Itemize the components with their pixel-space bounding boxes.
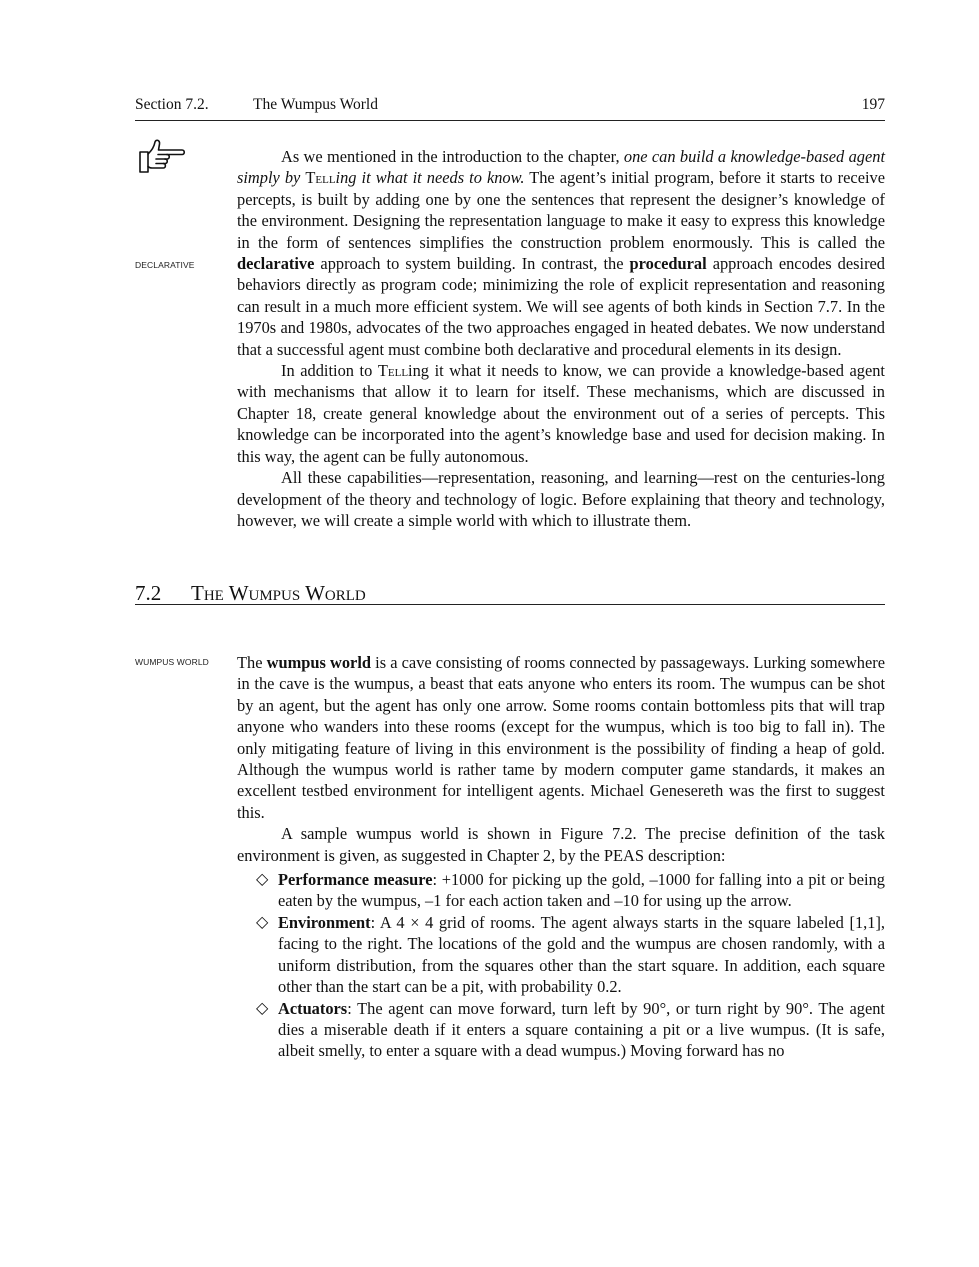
intro-text xyxy=(237,146,885,531)
margin-note-wumpus-world: WUMPUS WORLD xyxy=(135,657,209,667)
peas-list xyxy=(237,869,885,1062)
wumpus-paragraph-1: The wumpus world is a cave consisting of rooms connected by passageways. Lurking somewhere in the cave is the wumpus, a beast that eats anyone who enters its room. The wumpus can be shot by an agent, but the agent has only one arrow. Some rooms contain bottomless pits that will trap anyone who wanders into these rooms (except for the wumpus, which is too big to fall in). The only mitigating feature of living in this environment is the possibility of finding a heap of gold. Although the wumpus world is rather tame by modern computer game standards, it makes an excellent testbed environment for intelligent agents. Michael Genesereth was the first to suggest this. xyxy=(237,653,885,822)
list-item: ◇ Environment: A 4 × 4 grid of rooms. The agent always starts in the square labeled [1,1], facing to the right. The locations of the gold and the wumpus are chosen randomly, with a uniform distribution, from the squares other than the start square. In addition, each square other than the start can be a pit, with probability 0.2. xyxy=(256,912,885,997)
page-number: 197 xyxy=(861,96,885,113)
section-number: 7.2 xyxy=(135,581,162,605)
list-item: ◇ Performance measure: +1000 for picking up the gold, –1000 for falling into a pit or being eaten by the wumpus, –1 for each action taken and –10 for using up the arrow. xyxy=(256,870,885,911)
list-item: ◇ Actuators: The agent can move forward, turn left by 90°, or turn right by 90°. The agent dies a miserable death if it enters a square containing a pit or a live wumpus. (It is safe, albeit smelly, to enter a square with a dead wumpus.) Moving forward has no xyxy=(256,998,885,1061)
diamond-bullet-icon: ◇ xyxy=(256,999,269,1017)
header-title: The Wumpus World xyxy=(253,96,378,113)
section-heading xyxy=(135,582,885,605)
wumpus-text xyxy=(237,652,885,1062)
wumpus-paragraph-2: A sample wumpus world is shown in Figure 7.2. The precise definition of the task environment is given, as suggested in Chapter 2, by the PEAS description: xyxy=(237,824,885,865)
pointing-hand-icon xyxy=(134,138,186,174)
intro-paragraph-3: All these capabilities—representation, reasoning, and learning—rest on the centuries-long development of the theory and technology of logic. Before explaining that theory and technology, however, we will create a simple world with which to illustrate them. xyxy=(237,468,885,530)
diamond-bullet-icon: ◇ xyxy=(256,871,269,889)
diamond-bullet-icon: ◇ xyxy=(256,913,269,931)
header-section-number: Section 7.2. xyxy=(135,96,209,113)
section-title: The Wumpus World xyxy=(191,581,366,605)
running-header xyxy=(135,96,885,121)
intro-paragraph-2: In addition to Telling it what it needs to know, we can provide a knowledge-based agent with mechanisms that allow it to learn for itself. These mechanisms, which are discussed in Chapter 18, create general knowledge about the environment out of a series of percepts. This knowledge can be incorporated into the agent’s knowledge base and used for decision making. In this way, the agent can be fully autonomous. xyxy=(237,361,885,466)
intro-paragraph-1: As we mentioned in the introduction to the chapter, one can build a knowledge-based agent simply by Telling it what it needs to know. The agent’s initial program, before it starts to receive percepts, is built by adding one by one the sentences that represent the designer’s knowledge of the environment. Designing the representation language to make it easy to express this knowledge in the form of sentences simplifies the construction problem enormously. This is called the declarative approach to system building. In contrast, the procedural approach encodes desired behaviors directly as program code; minimizing the role of explicit representation and reasoning can result in a much more efficient system. We will see agents of both kinds in Section 7.7. In the 1970s and 1980s, advocates of the two approaches engaged in heated debates. We now understand that a successful agent must combine both declarative and procedural elements in its design. xyxy=(237,147,885,359)
margin-note-declarative: DECLARATIVE xyxy=(135,260,195,270)
